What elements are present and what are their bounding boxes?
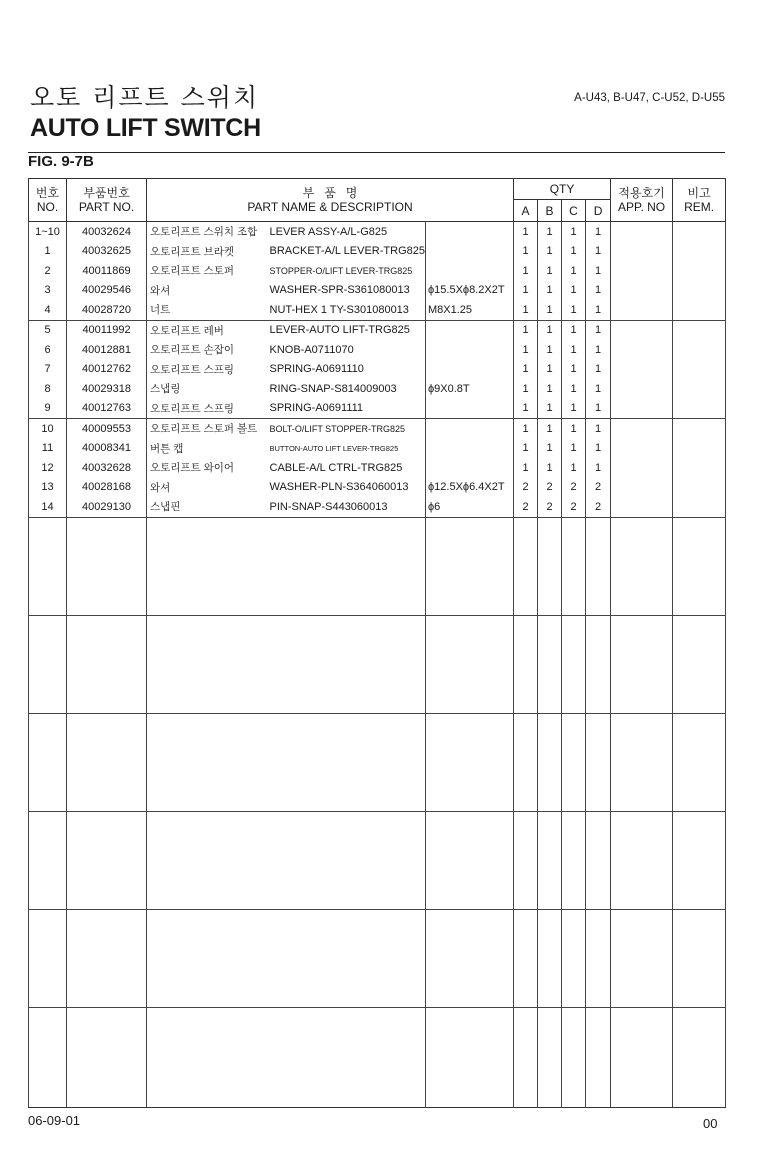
empty-row-block [29, 615, 726, 713]
cell-qty-d: 1 [586, 360, 611, 380]
cell-qty-d: 1 [586, 242, 611, 262]
cell-part-no: 40009553 [67, 419, 147, 439]
header-qty-d: D [586, 200, 611, 222]
cell-remarks [673, 281, 726, 301]
cell-no: 2 [29, 261, 67, 281]
empty-row-block [29, 1007, 726, 1107]
cell-name-en: LEVER ASSY-A/L-G825 [269, 225, 388, 238]
cell-qty-a: 1 [514, 320, 538, 340]
cell-qty-c: 1 [562, 419, 586, 439]
cell-qty-d: 1 [586, 340, 611, 360]
cell-part-no: 40029130 [67, 497, 147, 517]
cell-qty-c: 1 [562, 222, 586, 242]
cell-qty-d: 1 [586, 379, 611, 399]
date-code: 06-09-01 [28, 1113, 81, 1128]
cell-remarks [673, 222, 726, 242]
cell-qty-a: 1 [514, 439, 538, 459]
cell-qty-d: 1 [586, 439, 611, 459]
cell-qty-d: 1 [586, 419, 611, 439]
cell-remarks [673, 360, 726, 380]
cell-name-en: NUT-HEX 1 TY-S301080013 [268, 300, 426, 320]
cell-name-en: KNOB-A0711070 [269, 343, 354, 356]
cell-name-ko: 스냅핀 [147, 497, 268, 517]
cell-name-en: BOLT-O/LIFT STOPPER-TRG825 [269, 423, 406, 434]
cell-qty-d: 1 [586, 222, 611, 242]
cell-app-no [611, 478, 673, 498]
cell-qty-d: 1 [586, 300, 611, 320]
cell-no: 10 [29, 419, 67, 439]
cell-qty-c: 1 [562, 379, 586, 399]
cell-qty-b: 1 [538, 439, 562, 459]
header-qty: QTY [514, 179, 611, 200]
cell-spec: M8X1.25 [426, 300, 514, 320]
empty-row-block [29, 517, 726, 615]
cell-qty-a: 1 [514, 360, 538, 380]
empty-row-block [29, 713, 726, 811]
table-row [29, 478, 726, 498]
cell-qty-a: 1 [514, 458, 538, 478]
cell-qty-c: 1 [562, 458, 586, 478]
cell-spec [426, 222, 514, 242]
header-qty-a: A [514, 200, 538, 222]
cell-spec [426, 419, 514, 439]
cell-remarks [673, 458, 726, 478]
cell-name-en: BRACKET-A/L LEVER-TRG825 [269, 245, 425, 258]
cell-qty-a: 2 [514, 478, 538, 498]
cell-app-no [611, 419, 673, 439]
cell-qty-c: 1 [562, 242, 586, 262]
cell-name-ko: 오토리프트 손잡이 [147, 340, 268, 360]
cell-qty-c: 1 [562, 340, 586, 360]
cell-part-no: 40012763 [67, 399, 147, 419]
cell-no: 7 [29, 360, 67, 380]
cell-no: 1 [29, 242, 67, 262]
cell-app-no [611, 379, 673, 399]
table-row [29, 340, 726, 360]
cell-spec [426, 458, 514, 478]
table-row [29, 399, 726, 419]
cell-qty-a: 1 [514, 242, 538, 262]
cell-spec [426, 242, 514, 262]
cell-name-ko: 오토리프트 스프링 [147, 360, 268, 380]
cell-app-no [611, 242, 673, 262]
cell-part-no: 40028720 [67, 300, 147, 320]
cell-qty-d: 1 [586, 261, 611, 281]
cell-remarks [673, 300, 726, 320]
cell-app-no [611, 281, 673, 301]
cell-qty-a: 1 [514, 379, 538, 399]
table-row [29, 261, 726, 281]
cell-app-no [611, 360, 673, 380]
cell-qty-a: 2 [514, 497, 538, 517]
table-row [29, 497, 726, 517]
header-part-no: 부품번호 PART NO. [67, 179, 147, 222]
cell-part-no: 40012881 [67, 340, 147, 360]
cell-name-en: WASHER-PLN-S364060013 [269, 481, 409, 494]
cell-no: 5 [29, 320, 67, 340]
table-row [29, 281, 726, 301]
cell-no: 9 [29, 399, 67, 419]
cell-qty-c: 1 [562, 281, 586, 301]
cell-qty-c: 1 [562, 300, 586, 320]
cell-name-en: STOPPER-O/LIFT LEVER-TRG825 [269, 265, 413, 276]
cell-qty-b: 1 [538, 320, 562, 340]
parts-table-container [28, 178, 725, 1108]
cell-remarks [673, 419, 726, 439]
cell-qty-b: 1 [538, 222, 562, 242]
cell-remarks [673, 439, 726, 459]
cell-no: 4 [29, 300, 67, 320]
table-row [29, 222, 726, 242]
cell-qty-b: 1 [538, 419, 562, 439]
cell-spec: ϕ12.5Xϕ6.4X2T [426, 478, 514, 498]
cell-remarks [673, 242, 726, 262]
cell-qty-d: 1 [586, 320, 611, 340]
cell-qty-a: 1 [514, 281, 538, 301]
cell-qty-c: 2 [562, 497, 586, 517]
cell-remarks [673, 497, 726, 517]
cell-name-ko: 오토리프트 브라켓 [147, 242, 268, 262]
cell-qty-d: 1 [586, 458, 611, 478]
cell-remarks [673, 379, 726, 399]
cell-part-no: 40029318 [67, 379, 147, 399]
table-row [29, 360, 726, 380]
cell-qty-b: 2 [538, 497, 562, 517]
cell-qty-a: 1 [514, 300, 538, 320]
cell-app-no [611, 439, 673, 459]
cell-app-no [611, 320, 673, 340]
cell-app-no [611, 300, 673, 320]
figure-number: FIG. 9-7B [28, 153, 94, 170]
cell-part-no: 40029546 [67, 281, 147, 301]
table-row [29, 458, 726, 478]
cell-qty-c: 2 [562, 478, 586, 498]
cell-no: 3 [29, 281, 67, 301]
cell-no: 6 [29, 340, 67, 360]
cell-part-no: 40012762 [67, 360, 147, 380]
table-row [29, 320, 726, 340]
cell-no: 11 [29, 439, 67, 459]
table-row [29, 242, 726, 262]
header-remarks: 비고 REM. [673, 179, 726, 222]
cell-no: 8 [29, 379, 67, 399]
cell-name-en: SPRING-A0691110 [269, 363, 364, 376]
cell-app-no [611, 222, 673, 242]
page-title: AUTO LIFT SWITCH [30, 114, 261, 142]
cell-name-ko: 오토리프트 스위치 조합 [147, 222, 268, 242]
cell-qty-b: 1 [538, 458, 562, 478]
header-description: 부 품 명 PART NAME & DESCRIPTION [147, 179, 514, 222]
cell-remarks [673, 399, 726, 419]
cell-qty-d: 1 [586, 399, 611, 419]
cell-name-ko: 오토리프트 와이어 [147, 458, 268, 478]
parts-table [28, 178, 726, 1108]
cell-qty-a: 1 [514, 261, 538, 281]
header-app-no: 적용호기 APP. NO [611, 179, 673, 222]
page-title-korean: 오토 리프트 스위치 [30, 83, 260, 112]
cell-qty-d: 2 [586, 497, 611, 517]
cell-name-ko: 와셔 [147, 478, 268, 498]
cell-qty-d: 2 [586, 478, 611, 498]
cell-no: 13 [29, 478, 67, 498]
cell-app-no [611, 340, 673, 360]
header-qty-b: B [538, 200, 562, 222]
cell-part-no: 40032624 [67, 222, 147, 242]
cell-qty-c: 1 [562, 261, 586, 281]
cell-qty-b: 1 [538, 300, 562, 320]
cell-name-ko: 스냅링 [147, 379, 268, 399]
table-row [29, 419, 726, 439]
page-number: 00 [703, 1116, 718, 1131]
cell-name-ko: 버튼 캡 [147, 439, 268, 459]
cell-qty-c: 1 [562, 439, 586, 459]
cell-remarks [673, 261, 726, 281]
cell-name-en: RING-SNAP-S814009003 [269, 382, 397, 395]
cell-spec [426, 439, 514, 459]
cell-name-en: CABLE-A/L CTRL-TRG825 [269, 461, 403, 474]
cell-qty-a: 1 [514, 419, 538, 439]
cell-qty-b: 1 [538, 261, 562, 281]
cell-remarks [673, 320, 726, 340]
cell-name-ko: 오토리프트 스토퍼 [147, 261, 268, 281]
cell-qty-c: 1 [562, 320, 586, 340]
parts-table-body [29, 222, 726, 1108]
cell-spec [426, 320, 514, 340]
cell-app-no [611, 261, 673, 281]
cell-app-no [611, 399, 673, 419]
cell-qty-b: 1 [538, 281, 562, 301]
cell-qty-a: 1 [514, 222, 538, 242]
cell-spec: ϕ15.5Xϕ8.2X2T [426, 281, 514, 301]
cell-name-ko: 오토리프트 스프링 [147, 399, 268, 419]
applicable-models: A-U43, B-U47, C-U52, D-U55 [574, 92, 725, 104]
table-row [29, 379, 726, 399]
cell-remarks [673, 340, 726, 360]
table-row [29, 439, 726, 459]
cell-qty-c: 1 [562, 360, 586, 380]
cell-qty-b: 2 [538, 478, 562, 498]
cell-part-no: 40032628 [67, 458, 147, 478]
cell-qty-d: 1 [586, 281, 611, 301]
header-no: 번호 NO. [29, 179, 67, 222]
cell-spec [426, 261, 514, 281]
cell-name-ko: 와셔 [147, 281, 268, 301]
cell-qty-a: 1 [514, 340, 538, 360]
cell-qty-b: 1 [538, 399, 562, 419]
table-row [29, 300, 726, 320]
cell-spec: ϕ9X0.8T [426, 379, 514, 399]
title-divider [28, 152, 725, 153]
cell-remarks [673, 478, 726, 498]
cell-app-no [611, 497, 673, 517]
cell-no: 12 [29, 458, 67, 478]
cell-name-en: LEVER-AUTO LIFT-TRG825 [269, 324, 410, 337]
cell-no: 1~10 [29, 222, 67, 242]
cell-qty-b: 1 [538, 360, 562, 380]
cell-spec [426, 360, 514, 380]
cell-qty-c: 1 [562, 399, 586, 419]
cell-app-no [611, 458, 673, 478]
cell-name-en: BUTTON-AUTO LIFT LEVER-TRG825 [269, 443, 399, 453]
empty-row-block [29, 909, 726, 1007]
cell-name-en: WASHER-SPR-S361080013 [269, 284, 410, 297]
cell-part-no: 40011869 [67, 261, 147, 281]
cell-qty-b: 1 [538, 340, 562, 360]
cell-name-ko: 너트 [147, 300, 268, 320]
cell-part-no: 40028168 [67, 478, 147, 498]
cell-qty-b: 1 [538, 379, 562, 399]
header-qty-c: C [562, 200, 586, 222]
cell-qty-a: 1 [514, 399, 538, 419]
cell-name-en: SPRING-A0691111 [268, 399, 426, 419]
cell-part-no: 40008341 [67, 439, 147, 459]
cell-part-no: 40032625 [67, 242, 147, 262]
cell-name-ko: 오토리프트 레버 [147, 320, 268, 340]
cell-no: 14 [29, 497, 67, 517]
cell-spec [426, 340, 514, 360]
cell-qty-b: 1 [538, 242, 562, 262]
cell-spec [426, 399, 514, 419]
cell-part-no: 40011992 [67, 320, 147, 340]
cell-name-ko: 오토리프트 스토퍼 볼트 [147, 419, 268, 439]
empty-row-block [29, 811, 726, 909]
cell-name-en: PIN-SNAP-S443060013 [268, 497, 426, 517]
cell-spec: ϕ6 [426, 497, 514, 517]
